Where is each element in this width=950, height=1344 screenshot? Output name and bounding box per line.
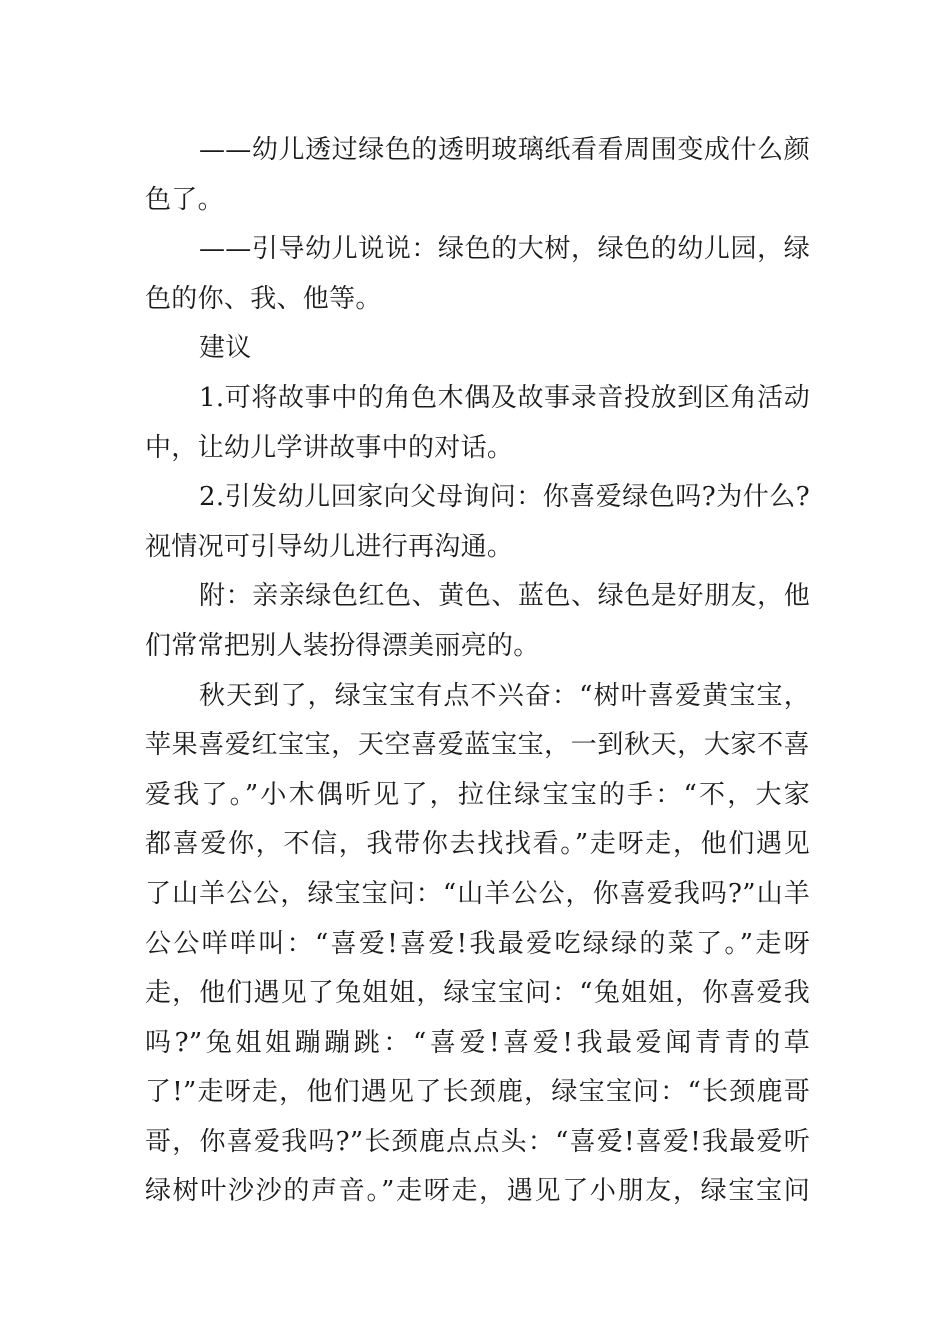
paragraph <box>145 374 810 473</box>
section-heading: 建议 <box>199 333 252 364</box>
text-line: 1.可将故事中的角色木偶及故事录音投放到区角活动 <box>199 382 810 413</box>
text-line: 秋天到了，绿宝宝有点不兴奋：“树叶喜爱黄宝宝， <box>199 680 810 711</box>
paragraph <box>145 572 810 671</box>
text-line: ——幼儿透过绿色的透明玻璃纸看看周围变成什么颜 <box>199 135 810 165</box>
text-line: 都喜爱你，不信，我带你去找找看。”走呀走，他们遇见 <box>145 829 810 860</box>
text-line: 苹果喜爱红宝宝，天空喜爱蓝宝宝，一到秋天，大家不喜 <box>145 730 810 761</box>
paragraph <box>145 672 810 1218</box>
text-line: 中，让幼儿学讲故事中的对话。 <box>145 432 514 463</box>
paragraph <box>145 126 810 225</box>
document-body <box>145 126 810 1217</box>
text-line: 了!”走呀走，他们遇见了长颈鹿，绿宝宝问：“长颈鹿哥 <box>145 1077 810 1108</box>
text-line: 们常常把别人装扮得漂美丽亮的。 <box>145 630 540 661</box>
text-line: 视情况可引导幼儿进行再沟通。 <box>145 531 514 562</box>
text-line: 吗?”兔姐姐蹦蹦跳：“喜爱!喜爱!我最爱闻青青的草 <box>145 1027 810 1058</box>
text-line: 爱我了。”小木偶听见了，拉住绿宝宝的手：“不，大家 <box>145 779 810 810</box>
text-line: 了山羊公公，绿宝宝问：“山羊公公，你喜爱我吗?”山羊 <box>145 878 810 909</box>
text-line: 色了。 <box>145 184 224 215</box>
paragraph <box>145 473 810 572</box>
text-line: 哥，你喜爱我吗?”长颈鹿点点头：“喜爱!喜爱!我最爱听 <box>145 1126 810 1157</box>
text-line: ——引导幼儿说说：绿色的大树，绿色的幼儿园，绿 <box>199 234 810 265</box>
text-line: 附：亲亲绿色红色、黄色、蓝色、绿色是好朋友，他 <box>199 581 810 612</box>
text-line: 走，他们遇见了兔姐姐，绿宝宝问：“兔姐姐，你喜爱我 <box>145 978 810 1009</box>
text-line: 绿树叶沙沙的声音。”走呀走，遇见了小朋友，绿宝宝问 <box>145 1176 810 1207</box>
text-line: 公公咩咩叫：“喜爱!喜爱!我最爱吃绿绿的菜了。”走呀 <box>145 928 810 959</box>
text-line: 2.引发幼儿回家向父母询问：你喜爱绿色吗?为什么? <box>199 482 810 513</box>
text-line: 色的你、我、他等。 <box>145 283 382 314</box>
paragraph-heading <box>145 324 810 374</box>
paragraph <box>145 225 810 324</box>
